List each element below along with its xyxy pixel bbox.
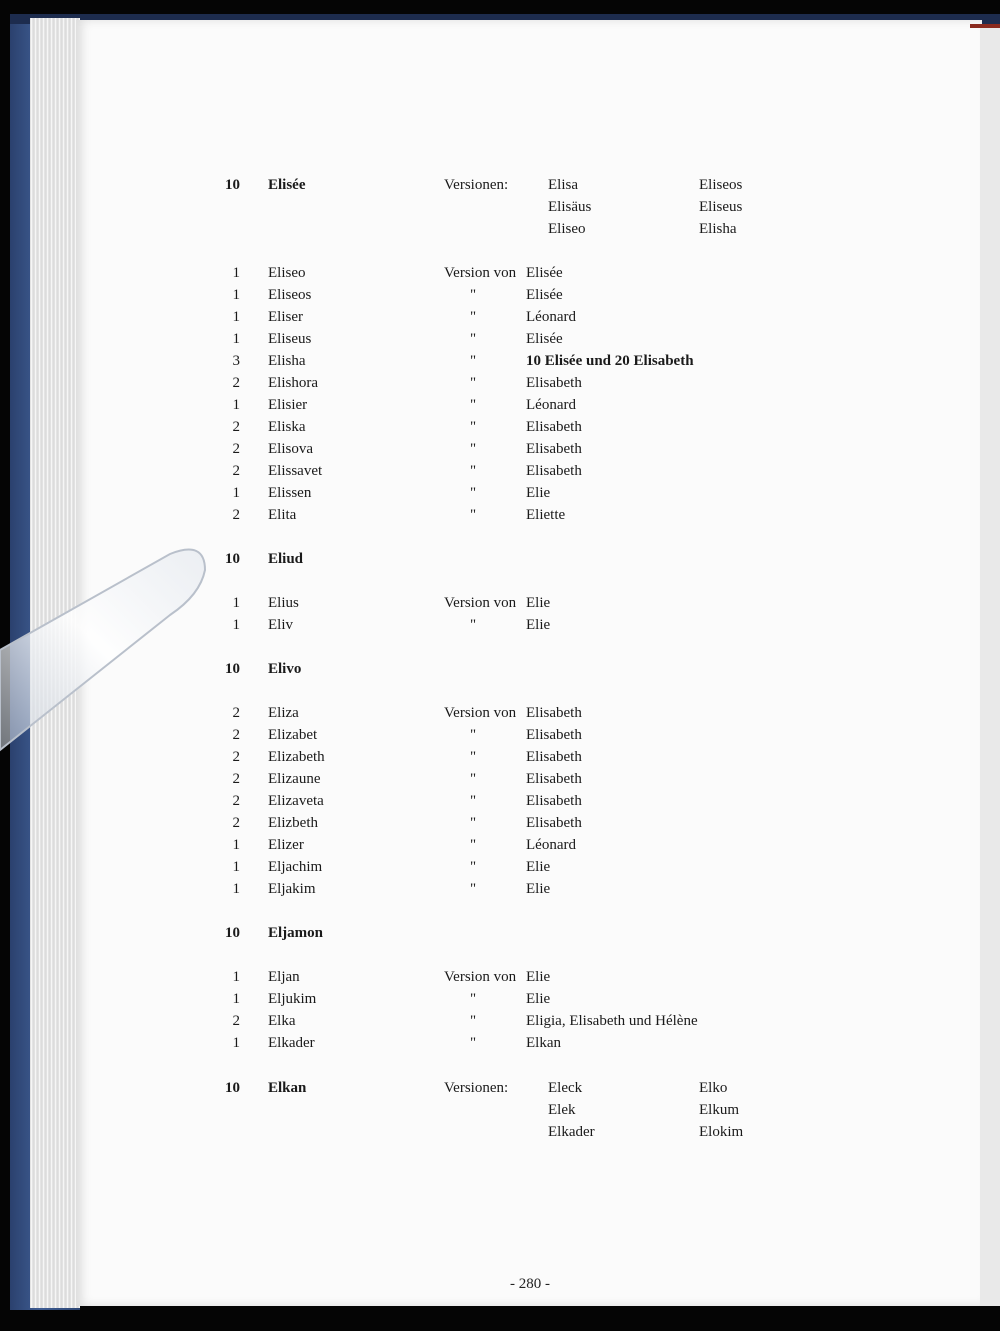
entry-target: Elkan	[526, 1035, 561, 1051]
index-entry	[0, 265, 1000, 287]
entry-target: Elisabeth	[526, 771, 582, 787]
entry-label: Version von	[444, 705, 517, 721]
entry-frequency: 1	[232, 991, 240, 1007]
entry-name: Elissavet	[268, 463, 323, 479]
version-name: Eliseos	[699, 177, 743, 193]
index-entry	[0, 441, 1000, 463]
entry-frequency: 1	[232, 837, 240, 853]
entry-target: Eliette	[526, 507, 566, 523]
index-entry	[0, 1102, 1000, 1124]
entry-target: Elisée	[526, 265, 563, 281]
version-name: Elkum	[699, 1102, 739, 1118]
ditto-mark: "	[470, 353, 477, 369]
entry-name: Eliseos	[268, 287, 312, 303]
entry-frequency: 2	[232, 815, 240, 831]
entry-frequency: 1	[232, 265, 240, 281]
index-entry	[0, 793, 1000, 815]
ditto-mark: "	[470, 815, 477, 831]
page-number: - 280 -	[510, 1276, 550, 1292]
entry-target: Elisabeth	[526, 793, 582, 809]
index-entry	[0, 221, 1000, 243]
index-entry	[0, 991, 1000, 1013]
entry-name: Elizabet	[268, 727, 318, 743]
ditto-mark: "	[470, 991, 477, 1007]
entry-frequency: 1	[232, 331, 240, 347]
ditto-mark: "	[470, 309, 477, 325]
ditto-mark: "	[470, 617, 477, 633]
index-entry	[0, 463, 1000, 485]
entry-name: Eljakim	[268, 881, 316, 897]
entry-label: Version von	[444, 265, 517, 281]
entry-name: Elisée	[268, 177, 306, 193]
entry-label: Versionen:	[444, 1080, 509, 1096]
entry-target: Elie	[526, 991, 551, 1007]
ditto-mark: "	[470, 485, 477, 501]
entry-frequency: 10	[225, 1080, 240, 1096]
ditto-mark: "	[470, 375, 477, 391]
entry-frequency: 10	[225, 925, 240, 941]
entry-frequency: 10	[225, 551, 240, 567]
entry-frequency: 1	[232, 485, 240, 501]
ditto-mark: "	[470, 331, 477, 347]
index-entry	[0, 551, 1000, 573]
entry-name: Elius	[268, 595, 299, 611]
entry-name: Elisha	[268, 353, 306, 369]
ditto-mark: "	[470, 441, 477, 457]
version-name: Eleck	[548, 1080, 583, 1096]
entry-name: Elizaune	[268, 771, 321, 787]
index-entry	[0, 287, 1000, 309]
entry-frequency: 2	[232, 463, 240, 479]
version-name: Elisha	[699, 221, 737, 237]
entry-frequency: 2	[232, 507, 240, 523]
entry-frequency: 1	[232, 287, 240, 303]
entry-target: Elie	[526, 595, 551, 611]
entry-frequency: 1	[232, 859, 240, 875]
index-entry	[0, 331, 1000, 353]
entry-frequency: 2	[232, 771, 240, 787]
entry-frequency: 2	[232, 375, 240, 391]
index-entry	[0, 815, 1000, 837]
entry-target: 10 Elisée und 20 Elisabeth	[526, 353, 694, 369]
entry-name: Elizer	[268, 837, 304, 853]
index-entry	[0, 485, 1000, 507]
entry-target: Léonard	[526, 397, 576, 413]
entry-frequency: 1	[232, 969, 240, 985]
entry-name: Elisier	[268, 397, 308, 413]
entry-frequency: 1	[232, 881, 240, 897]
version-name: Elisa	[548, 177, 578, 193]
index-entry	[0, 969, 1000, 991]
entry-target: Elie	[526, 969, 551, 985]
ditto-mark: "	[470, 419, 477, 435]
index-entry	[0, 177, 1000, 199]
index-entry	[0, 705, 1000, 727]
ditto-mark: "	[470, 1013, 477, 1029]
index-entry	[0, 881, 1000, 903]
entry-frequency: 1	[232, 309, 240, 325]
entry-frequency: 2	[232, 727, 240, 743]
index-entry	[0, 397, 1000, 419]
entry-name: Elisova	[268, 441, 313, 457]
entry-target: Elisée	[526, 287, 563, 303]
version-name: Elek	[548, 1102, 576, 1118]
index-entry	[0, 749, 1000, 771]
entry-target: Elisabeth	[526, 705, 582, 721]
index-entry	[0, 595, 1000, 617]
entry-name: Elizbeth	[268, 815, 318, 831]
entry-name: Eliska	[268, 419, 306, 435]
version-name: Eliseus	[699, 199, 743, 215]
entry-label: Version von	[444, 969, 517, 985]
index-entry	[0, 199, 1000, 221]
index-entry	[0, 507, 1000, 529]
entry-name: Elkader	[268, 1035, 315, 1051]
entry-name: Elizaveta	[268, 793, 324, 809]
right-cover-edge	[970, 24, 1000, 28]
entry-frequency: 2	[232, 419, 240, 435]
entry-frequency: 2	[232, 749, 240, 765]
index-entry	[0, 309, 1000, 331]
entry-target: Eligia, Elisabeth und Hélène	[526, 1013, 698, 1029]
entry-target: Elie	[526, 859, 551, 875]
ditto-mark: "	[470, 881, 477, 897]
entry-name: Elissen	[268, 485, 312, 501]
entry-frequency: 10	[225, 177, 240, 193]
version-name: Eliseo	[548, 221, 586, 237]
entry-name: Eljan	[268, 969, 300, 985]
entry-target: Elisabeth	[526, 749, 582, 765]
entry-label: Version von	[444, 595, 517, 611]
entry-target: Léonard	[526, 309, 576, 325]
entry-frequency: 2	[232, 705, 240, 721]
ditto-mark: "	[470, 397, 477, 413]
ditto-mark: "	[470, 1035, 477, 1051]
entry-target: Elisabeth	[526, 419, 582, 435]
version-name: Elko	[699, 1080, 728, 1096]
entry-name: Eliud	[268, 551, 304, 567]
entry-name: Elkan	[268, 1080, 307, 1096]
entry-target: Elisabeth	[526, 727, 582, 743]
entry-name: Eliseus	[268, 331, 312, 347]
entry-target: Elisabeth	[526, 441, 582, 457]
entry-frequency: 1	[232, 617, 240, 633]
entry-target: Elisabeth	[526, 815, 582, 831]
index-entry	[0, 375, 1000, 397]
ditto-mark: "	[470, 859, 477, 875]
index-entry	[0, 859, 1000, 881]
index-entry	[0, 1013, 1000, 1035]
entry-frequency: 2	[232, 441, 240, 457]
entry-name: Eliv	[268, 617, 293, 633]
entry-target: Léonard	[526, 837, 576, 853]
index-entry	[0, 837, 1000, 859]
index-entry	[0, 1124, 1000, 1146]
entry-target: Elisée	[526, 331, 563, 347]
entry-frequency: 1	[232, 397, 240, 413]
entry-name: Elivo	[268, 661, 302, 677]
index-entry	[0, 617, 1000, 639]
entry-target: Elisabeth	[526, 375, 582, 391]
entry-name: Eliseo	[268, 265, 306, 281]
entry-name: Eljukim	[268, 991, 317, 1007]
ditto-mark: "	[470, 793, 477, 809]
index-entry	[0, 1035, 1000, 1057]
entry-name: Elizabeth	[268, 749, 325, 765]
entry-name: Elita	[268, 507, 297, 523]
index-entry	[0, 1080, 1000, 1102]
ditto-mark: "	[470, 727, 477, 743]
entry-frequency: 2	[232, 793, 240, 809]
entry-frequency: 3	[232, 353, 240, 369]
version-name: Elokim	[699, 1124, 744, 1140]
ditto-mark: "	[470, 837, 477, 853]
entry-target: Elie	[526, 617, 551, 633]
entry-name: Elishora	[268, 375, 318, 391]
entry-target: Elie	[526, 881, 551, 897]
ditto-mark: "	[470, 463, 477, 479]
index-entry	[0, 925, 1000, 947]
entry-frequency: 2	[232, 1013, 240, 1029]
entry-name: Eliza	[268, 705, 299, 721]
entry-name: Elka	[268, 1013, 296, 1029]
entry-label: Versionen:	[444, 177, 509, 193]
version-name: Elisäus	[548, 199, 592, 215]
entry-target: Elisabeth	[526, 463, 582, 479]
ditto-mark: "	[470, 507, 477, 523]
index-entry	[0, 727, 1000, 749]
entry-name: Eliser	[268, 309, 303, 325]
index-entry	[0, 661, 1000, 683]
entry-frequency: 1	[232, 1035, 240, 1051]
index-entry	[0, 771, 1000, 793]
ditto-mark: "	[470, 771, 477, 787]
index-entry	[0, 353, 1000, 375]
index-entry	[0, 419, 1000, 441]
entry-name: Eljachim	[268, 859, 323, 875]
entry-frequency: 1	[232, 595, 240, 611]
entry-target: Elie	[526, 485, 551, 501]
version-name: Elkader	[548, 1124, 595, 1140]
entry-name: Eljamon	[268, 925, 324, 941]
ditto-mark: "	[470, 287, 477, 303]
ditto-mark: "	[470, 749, 477, 765]
entry-frequency: 10	[225, 661, 240, 677]
